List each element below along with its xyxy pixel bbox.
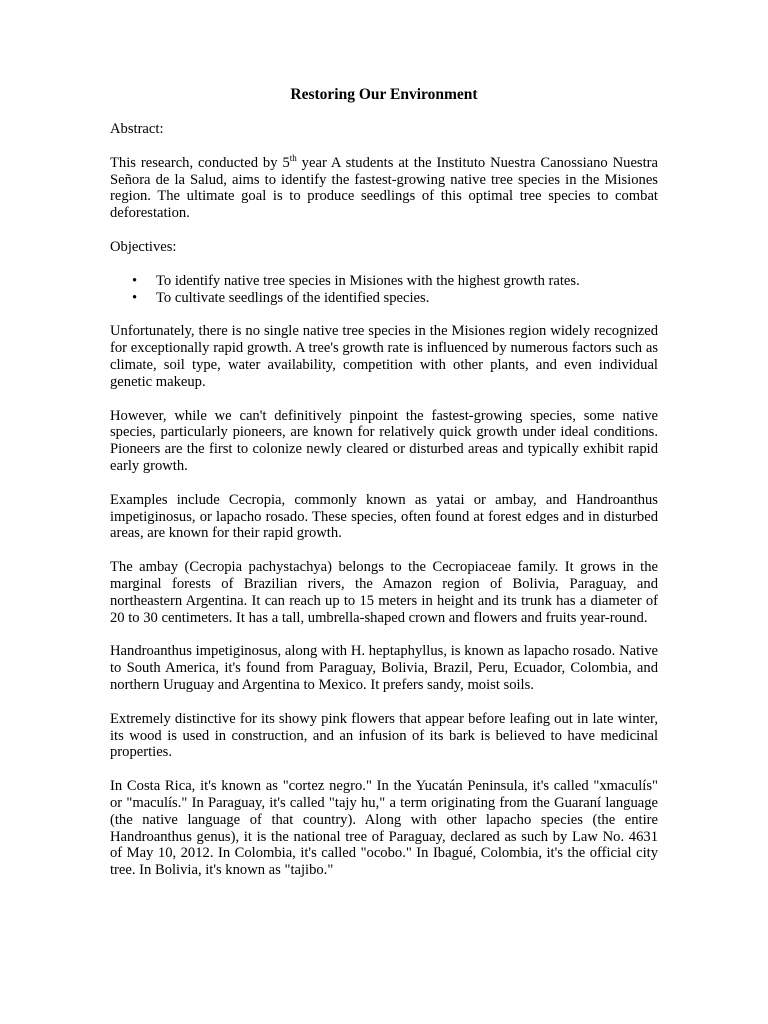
body-paragraph: In Costa Rica, it's known as "cortez negro." In the Yucatán Peninsula, it's called "xmaculís" or "maculís." In Paraguay, it's called "tajy hu," a term originating from the Guaraní language (the native language of that country). Along with other lapacho species (the entire Handroanthus genus), it is the national tree of Paraguay, declared as such by Law No. 4631 of May 10, 2012. In Colombia, it's called "ocobo." In Ibagué, Colombia, it's the official city tree. In Bolivia, it's known as "tajibo." — [110, 778, 658, 879]
intro-paragraph — [110, 152, 659, 222]
document-title: Restoring Our Environment — [290, 86, 478, 103]
bullet-icon: • — [132, 272, 138, 289]
body-paragraph: Handroanthus impetiginosus, along with H. heptaphyllus, is known as lapacho rosado. Native to South America, it's found from Paraguay, Bolivia, Brazil, Peru, Ecuador, Colombia, and northern Uruguay and Argentina to Mexico. It prefers sandy, moist soils. — [110, 643, 658, 693]
objectives-list — [110, 273, 658, 307]
list-item — [110, 290, 658, 307]
body-paragraph: Examples include Cecropia, commonly known as yatai or ambay, and Handroanthus impetiginosus, or lapacho rosado. These species, often found at forest edges and in disturbed areas, are known for their rapid growth. — [110, 491, 658, 542]
body-paragraph: Unfortunately, there is no single native tree species in the Misiones region widely recognized for exceptionally rapid growth. A tree's growth rate is influenced by numerous factors such as climate, soil type, water availability, competition with other plants, and even individual genetic makeup. — [110, 323, 658, 390]
intro-text-end: year A students at the Instituto Nuestra Canossiano Nuestra Señora de la Salud, aims to identify the fastest-growing native tree species in the Misiones region. The ultimate goal is to produce seedlings of this optimal tree species to combat deforestation. — [110, 154, 659, 222]
ordinal-superscript: th — [289, 152, 297, 163]
abstract-label: Abstract: — [110, 121, 164, 137]
body-paragraph: However, while we can't definitively pinpoint the fastest-growing species, some native species, particularly pioneers, are known for relatively quick growth under ideal conditions. Pioneers are the first to colonize newly cleared or disturbed areas and typically exhibit rapid early growth. — [110, 407, 658, 474]
body-paragraph: Extremely distinctive for its showy pink flowers that appear before leafing out in late winter, its wood is used in construction, and an infusion of its bark is believed to have medicinal properties. — [110, 710, 658, 761]
objective-text: To cultivate seedlings of the identified species. — [156, 289, 430, 306]
objective-text: To identify native tree species in Misiones with the highest growth rates. — [156, 272, 580, 289]
objectives-label: Objectives: — [110, 238, 177, 255]
bullet-icon: • — [132, 289, 138, 306]
list-item — [110, 273, 658, 290]
body-paragraph: The ambay (Cecropia pachystachya) belongs to the Cecropiaceae family. It grows in the marginal forests of Brazilian rivers, the Amazon region of Bolivia, Paraguay, and northeastern Argentina. It can reach up to 15 meters in height and its trunk has a diameter of 20 to 30 centimeters. It has a tall, umbrella-shaped crown and flowers and fruits year-round. — [110, 559, 658, 626]
intro-text-start: This research, conducted by 5 — [110, 154, 290, 171]
document-page — [110, 86, 658, 896]
